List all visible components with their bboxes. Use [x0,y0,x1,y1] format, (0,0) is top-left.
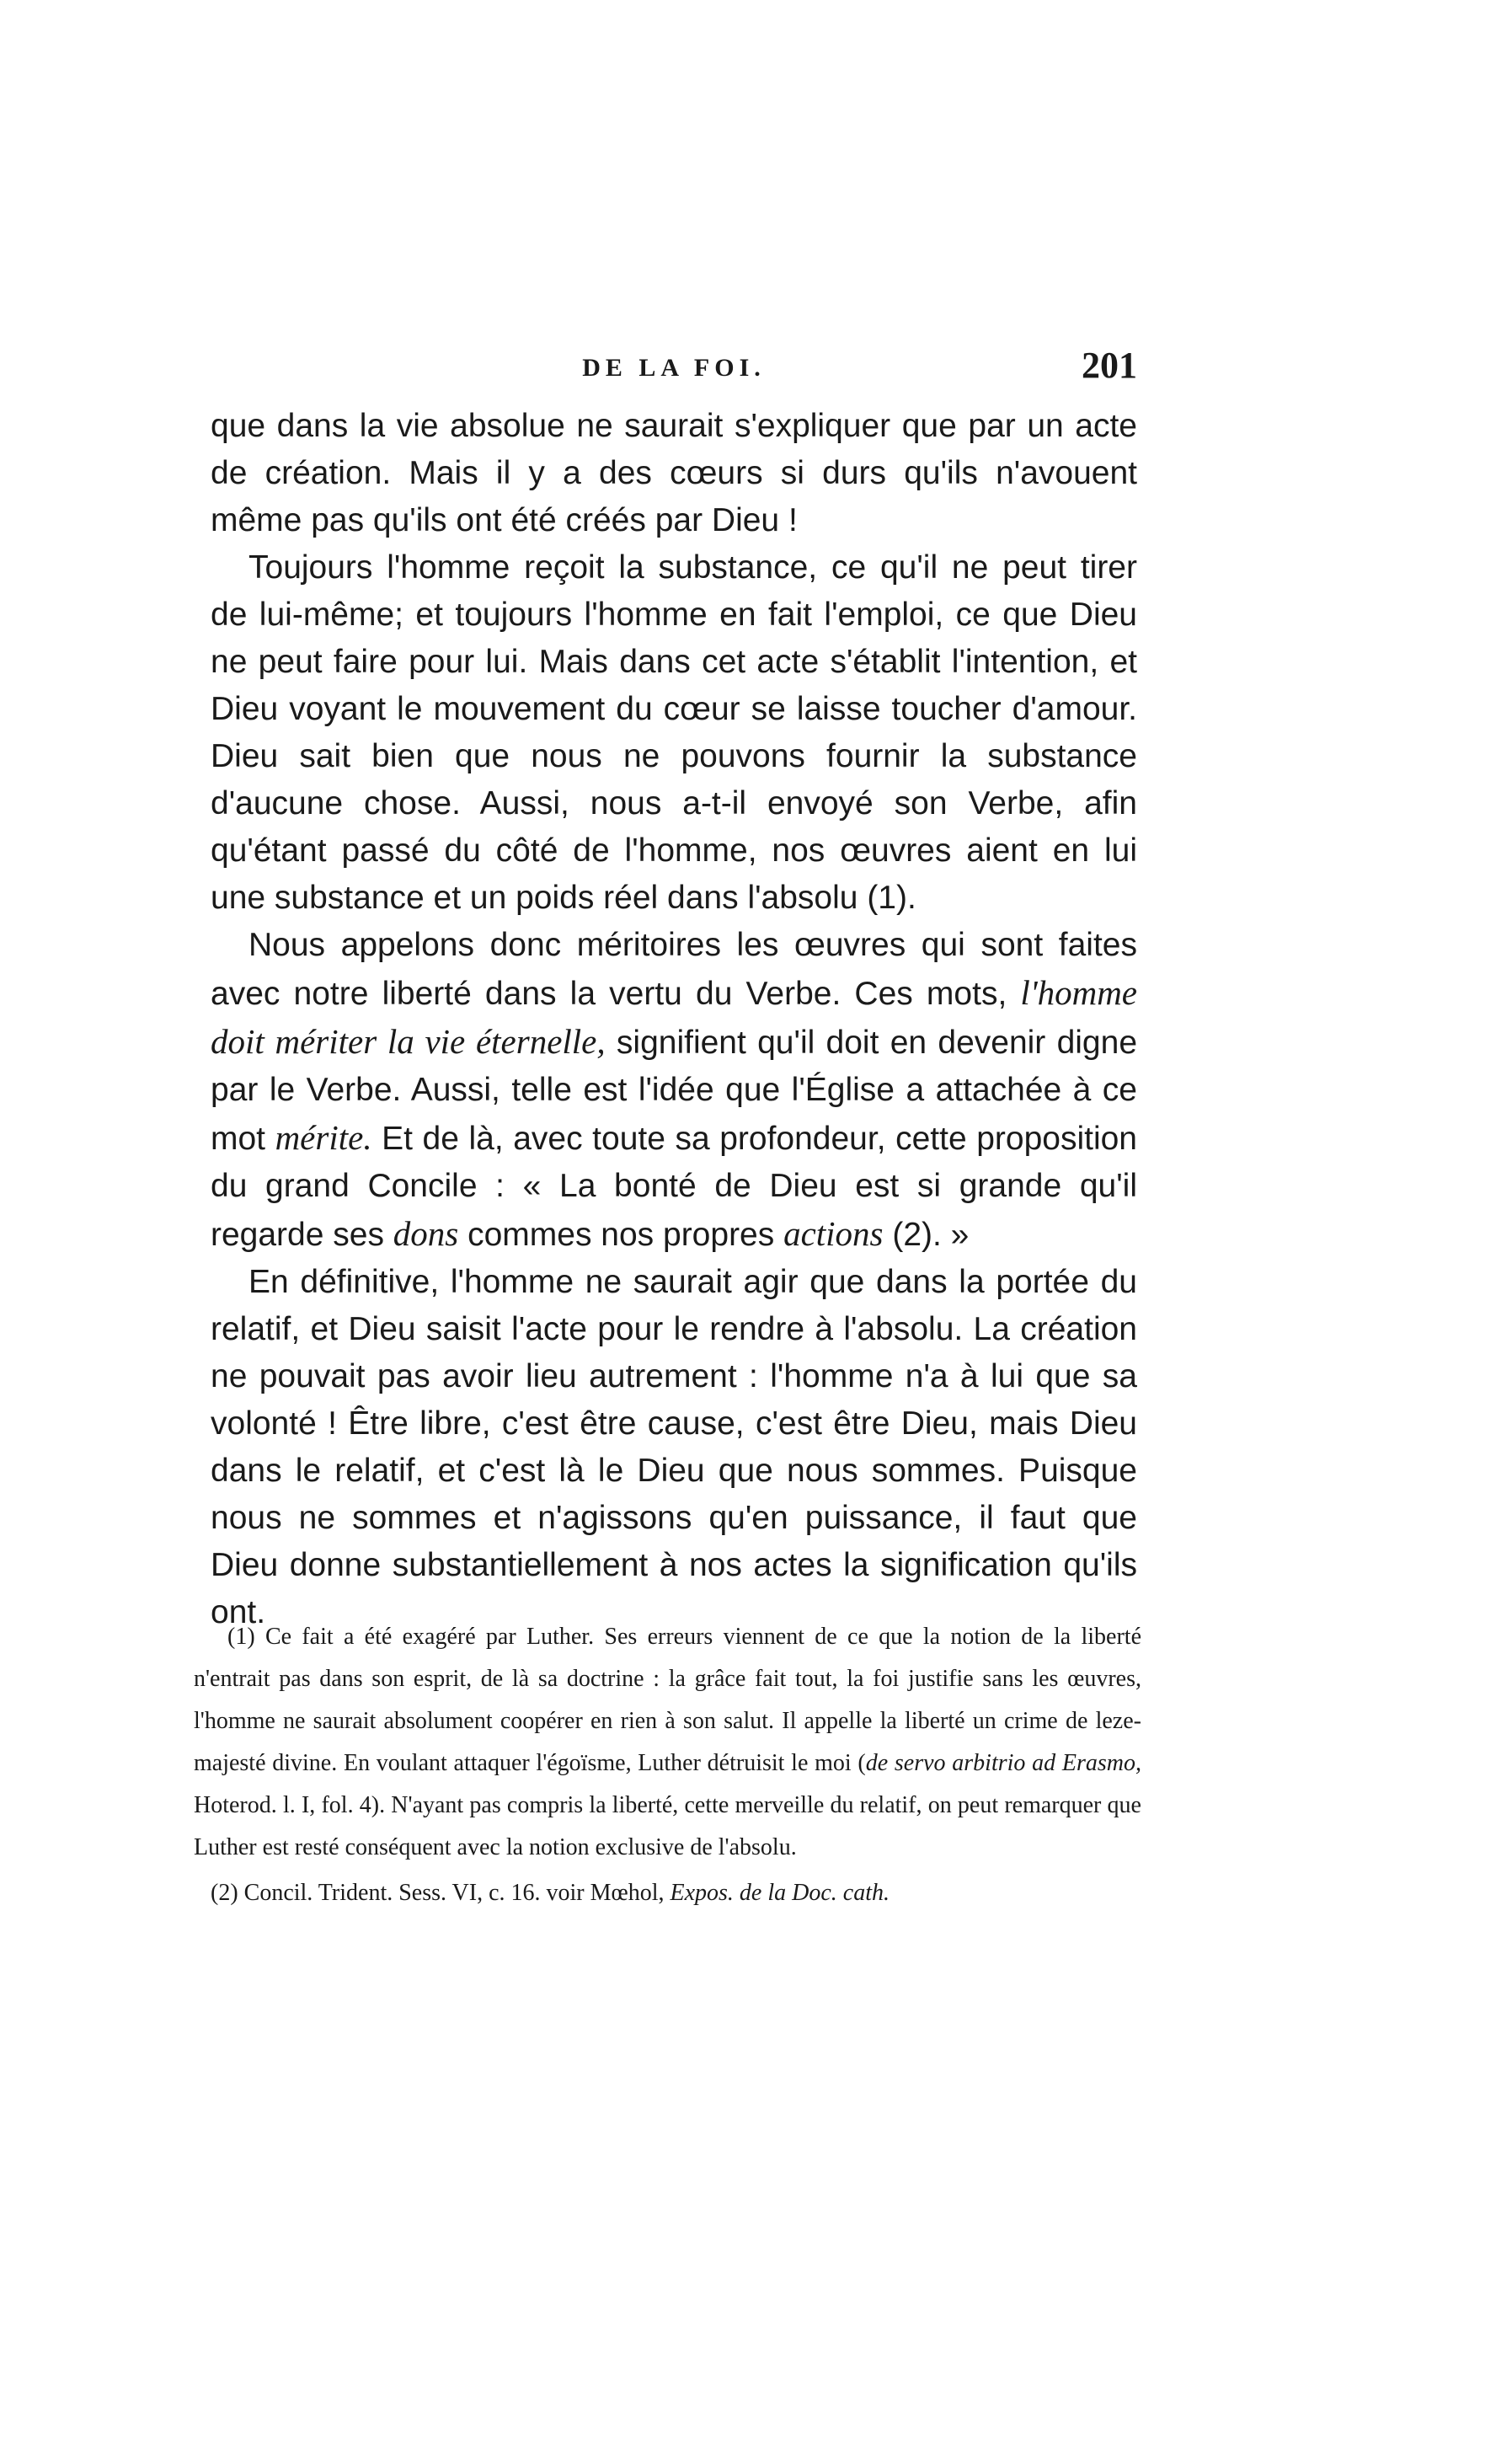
footnote-1-text-1: (1) Ce fait a été exagéré par Luther. Ses erreurs viennent de ce que la notion de la liberté n'entrait pas dans son esprit, de là sa doctrine : la grâce fait tout, la foi justifie sans les œuvres, l'homme ne saurait absolument coopérer en rien à son salut. Il appelle la liberté un crime de leze-majesté divine. En voulant attaquer l'égoïsme, Luther détruisit le moi ( [194,1624,1141,1776]
footnote-2 [194,1872,1141,1914]
paragraph-2: Toujours l'homme reçoit la substance, ce qu'il ne peut tirer de lui-même; et toujours l'homme en fait l'emploi, ce que Dieu ne peut faire pour lui. Mais dans cet acte s'établit l'intention, et Dieu voyant le mouvement du cœur se laisse toucher d'amour. Dieu sait bien que nous ne pouvons fournir la substance d'aucune chose. Aussi, nous a-t-il envoyé son Verbe, afin qu'étant passé du côté de l'homme, nos œuvres aient en lui une substance et un poids réel dans l'absolu (1). [211,549,1137,916]
page-number: 201 [1082,345,1137,386]
paragraph-3-italic-2: mérite. [275,1118,372,1157]
paragraph-3-text-5: (2). » [883,1217,970,1253]
paragraph-3 [211,922,1137,1259]
paragraph-3-italic-4: actions [783,1214,884,1253]
paragraph-3-text-3: Et de là, avec toute sa profondeur, cette proposition du grand Concile : « La bonté de Dieu est si grande qu'il regarde ses [211,1121,1137,1253]
footnote-1-italic-1: de servo arbitrio ad Erasmo, [865,1750,1141,1776]
paragraph-4: En définitive, l'homme ne saurait agir que dans la portée du relatif, et Dieu saisit l'acte pour le rendre à l'absolu. La création ne pouvait pas avoir lieu autrement : l'homme n'a à lui que sa volonté ! Être libre, c'est être cause, c'est être Dieu, mais Dieu dans le relatif, et c'est là le Dieu que nous sommes. Puisque nous ne sommes et n'agissons qu'en puissance, il faut que Dieu donne substantiellement à nos actes la signification qu'ils ont. [211,1264,1137,1630]
footnote-1 [194,1616,1141,1869]
footnote-2-italic-1: Expos. de la Doc. cath. [670,1880,890,1906]
paragraph-3-italic-3: dons [393,1214,459,1253]
running-head [211,344,1137,394]
body-text [211,403,1137,1636]
footnote-1-text-2: Hoterod. l. I, fol. 4). N'ayant pas compris la liberté, cette merveille du relatif, on peut remarquer que Luther est resté conséquent avec la notion exclusive de l'absolu. [194,1792,1141,1860]
paragraph-3-italic-1: l'homme doit mériter la vie éternelle, [211,973,1137,1061]
paragraph-3-text-2: signifient qu'il doit en devenir digne par le Verbe. Aussi, telle est l'idée que l'Église a attachée à ce mot [211,1025,1138,1157]
running-title: DE LA FOI. [582,354,766,382]
paragraph-3-text-1: Nous appelons donc méritoires les œuvres qui sont faites avec notre liberté dans la vertu du Verbe. Ces mots, [211,927,1137,1012]
footnotes [194,1616,1141,1914]
paragraph-1: que dans la vie absolue ne saurait s'expliquer que par un acte de création. Mais il y a des cœurs si durs qu'ils n'avouent même pas qu'ils ont été créés par Dieu ! [211,408,1137,538]
footnote-2-text-1: (2) Concil. Trident. Sess. VI, c. 16. voir Mœhol, [211,1880,671,1906]
paragraph-3-text-4: commes nos propres [458,1217,784,1253]
